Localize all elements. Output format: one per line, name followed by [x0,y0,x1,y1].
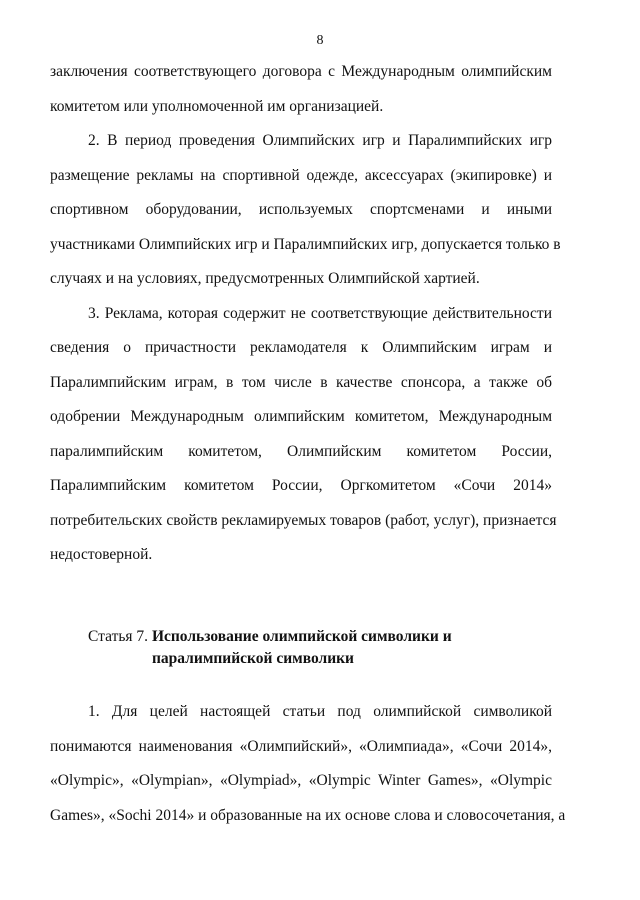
article-7-heading [88,626,452,670]
text-line: размещение рекламы на спортивной одежде, аксессуарах (экипировке) и [50,166,552,184]
text-line: Паралимпийским комитетом России, Оргкомитетом «Сочи 2014» [50,477,552,494]
page-number: 8 [316,33,324,48]
text-line: случаях и на условиях, предусмотренных Олимпийской хартией. [50,270,480,287]
article-number: Статья 7. [88,628,149,645]
text-line: спортивном оборудовании, используемых спортсменами и иными [50,201,552,218]
article-title-line-2: паралимпийской символики [152,650,354,667]
text-line: Games», «Sochi 2014» и образованные на их основе слова и словосочетания, а [50,806,566,824]
paragraph-1-start: 1. Для целей настоящей статьи под олимпийской символикой [88,703,552,720]
text-block-article-6 [50,58,561,576]
text-line: Паралимпийским играм, в том числе в качестве спонсора, а также об [50,373,552,391]
text-line: понимаются наименования «Олимпийский», «Олимпиада», «Сочи 2014», [50,737,552,755]
text-line: паралимпийским комитетом, Олимпийским комитетом России, [50,442,552,460]
text-line: недостоверной. [50,546,153,563]
text-line: заключения соответствующего договора с Международным олимпийским [50,63,552,80]
text-block-article-7 [50,698,566,836]
text-line: сведения о причастности рекламодателя к Олимпийским играм и [50,339,552,356]
text-line: «Olympic», «Olympian», «Olympiad», «Olympic Winter Games», «Olympic [50,772,552,789]
text-line: потребительских свойств рекламируемых товаров (работ, услуг), признается [50,511,557,529]
paragraph-2-start: 2. В период проведения Олимпийских игр и Паралимпийских игр [88,132,552,149]
article-title-line-1: Использование олимпийской символики и [151,628,452,645]
paragraph-3-start: 3. Реклама, которая содержит не соответствующие действительности [88,304,552,322]
text-line: участниками Олимпийских игр и Паралимпийских игр, допускается только в [50,235,561,253]
text-line: одобрении Международным олимпийским комитетом, Международным [50,408,552,425]
text-line: комитетом или уполномоченной им организацией. [50,97,384,115]
